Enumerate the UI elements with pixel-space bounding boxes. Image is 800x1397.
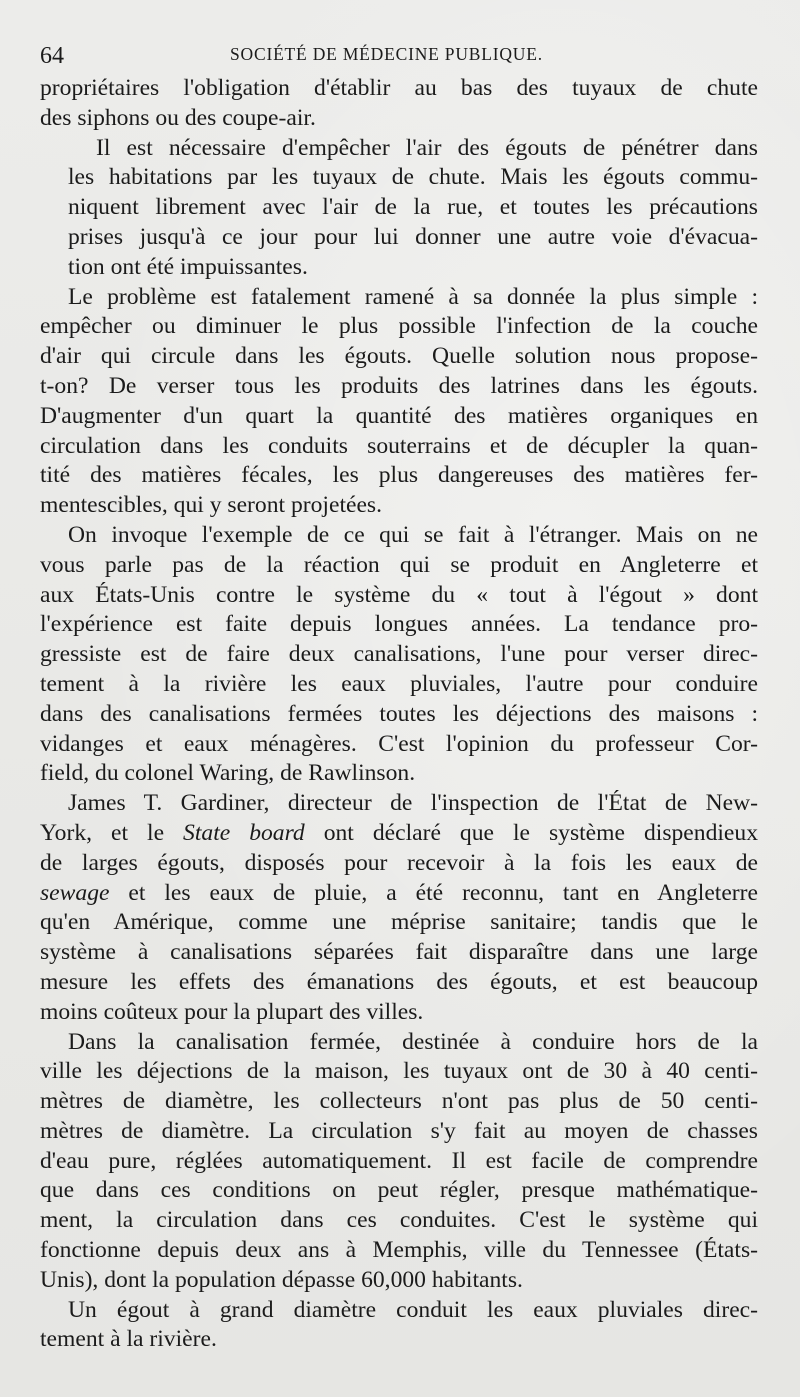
text-line: moins coûteux pour la plupart des villes. [40,998,424,1025]
text-line: Unis), dont la population dépasse 60,000 habitants. [40,1266,523,1293]
text-line: gressiste est de faire deux canalisations, l'une pour verser direc- [40,641,758,668]
paragraph [40,134,758,283]
text-line: vous parle pas de la réaction qui se produit en Angleterre et [40,551,758,578]
text-line: prises jusqu'à ce jour pour lui donner une autre voie d'évacua- [68,223,758,250]
text-line: des siphons ou des coupe-air. [40,104,316,131]
text-line: empêcher ou diminuer le plus possible l'infection de la couche [40,313,758,340]
text-line: d'eau pure, réglées automatiquement. Il est facile de comprendre [40,1147,758,1174]
text-line: D'augmenter d'un quart la quantité des matières organiques en [40,402,758,429]
text-line: circulation dans les conduits souterrains et de décupler la quan- [40,432,758,459]
paragraph [40,283,758,521]
text-fragment: ont déclaré que le système dispendieux [304,819,758,846]
text-fragment: et les eaux de pluie, a été reconnu, tant en Angleterre [109,879,758,906]
text-line: On invoque l'exemple de ce qui se fait à l'étranger. Mais on ne [68,521,758,548]
text-line: propriétaires l'obligation d'établir au bas des tuyaux de chute [40,75,758,101]
text-line: fonctionne depuis deux ans à Memphis, ville du Tennessee (États- [40,1237,758,1264]
text-line: field, du colonel Waring, de Rawlinson. [40,760,416,787]
italic-term: sewage [40,879,110,906]
text-line: système à canalisations séparées fait disparaître dans une large [40,939,758,966]
paragraph [40,74,758,134]
paragraph [40,521,758,789]
text-line: tion ont été impuissantes. [68,253,308,280]
paragraph [40,789,758,1027]
text-line: mesure les effets des émanations des égouts, et est beaucoup [40,968,758,995]
text-line: les habitations par les tuyaux de chute. Mais les égouts commu- [68,164,758,191]
text-line: d'air qui circule dans les égouts. Quelle solution nous propose- [40,343,758,370]
page-number: 64 [40,43,64,69]
text-line: t-on? De verser tous les produits des latrines dans les égouts. [40,372,758,399]
text-line: ville les déjections de la maison, les tuyaux ont de 30 à 40 centi- [40,1058,758,1085]
text-line: tement à la rivière. [40,1326,217,1353]
paragraph [40,1028,758,1296]
text-line: Il est nécessaire d'empêcher l'air des égouts de pénétrer dans [96,134,758,161]
text-fragment: York, et le [40,819,184,846]
text-line: Le problème est fatalement ramené à sa donnée la plus simple : [68,283,758,310]
text-line: l'expérience est faite depuis longues années. La tendance pro- [40,611,758,638]
paragraph [40,1296,758,1356]
text-line: mentescibles, qui y seront projetées. [40,492,383,519]
italic-term: State board [183,819,305,846]
text-line: que dans ces conditions on peut régler, presque mathématique- [40,1177,758,1204]
body-text [40,74,758,1355]
text-line [40,879,758,909]
text-line: vidanges et eaux ménagères. C'est l'opinion du professeur Cor- [40,730,758,757]
text-line: James T. Gardiner, directeur de l'inspection de l'État de New- [68,790,758,817]
running-head-title: SOCIÉTÉ DE MÉDECINE PUBLIQUE. [230,44,543,64]
text-line: mètres de diamètre, les collecteurs n'ont pas plus de 50 centi- [40,1088,758,1115]
text-line: tité des matières fécales, les plus dangereuses des matières fer- [40,462,758,489]
text-line: Dans la canalisation fermée, destinée à conduire hors de la [68,1028,758,1055]
running-head [40,38,758,72]
text-line: tement à la rivière les eaux pluviales, l'autre pour conduire [40,670,758,697]
text-line: aux États-Unis contre le système du « tout à l'égout » dont [40,581,758,608]
text-line: mètres de diamètre. La circulation s'y fait au moyen de chasses [40,1117,758,1144]
text-line: ment, la circulation dans ces conduites. C'est le système qui [40,1207,758,1234]
text-line [40,819,758,849]
text-line: dans des canalisations fermées toutes les déjections des maisons : [40,700,758,727]
text-line: Un égout à grand diamètre conduit les eaux pluviales direc- [68,1296,758,1323]
text-line: qu'en Amérique, comme une méprise sanitaire; tandis que le [40,909,758,936]
text-line: de larges égouts, disposés pour recevoir à la fois les eaux de [40,849,758,876]
text-line: niquent librement avec l'air de la rue, et toutes les précautions [68,194,758,221]
